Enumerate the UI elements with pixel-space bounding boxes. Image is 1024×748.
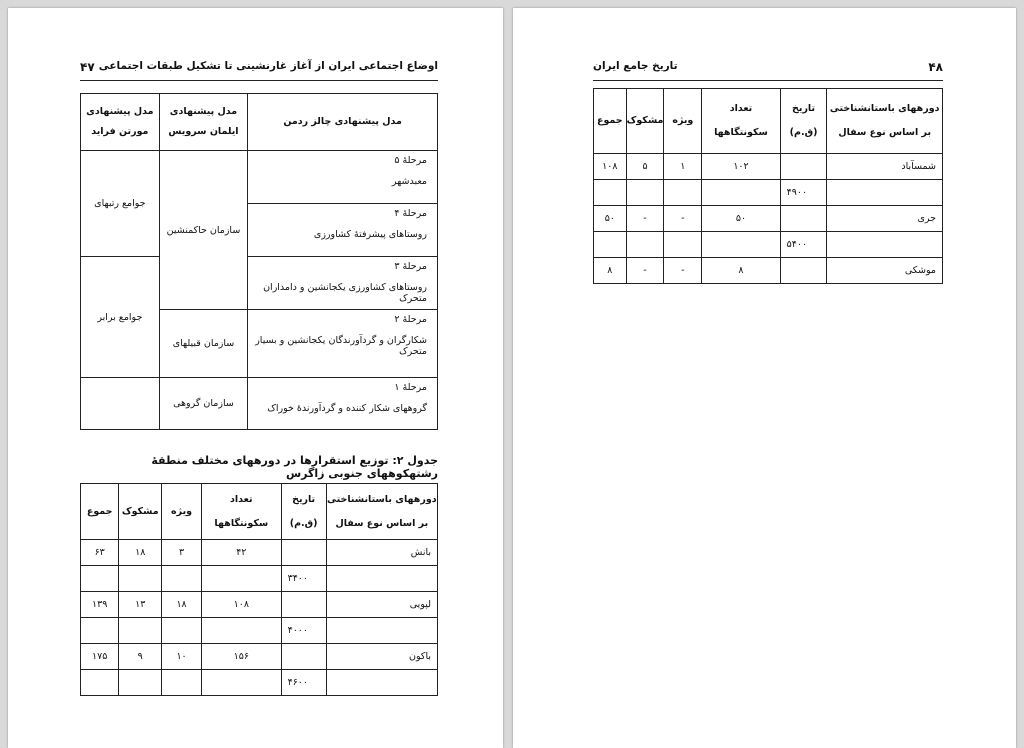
cell-special (162, 566, 202, 592)
col-header-doubtful: مشکوک (626, 89, 664, 154)
stage-5-cell (248, 151, 438, 204)
cell-count: ۱۰۸ (202, 592, 282, 618)
cell-period (827, 180, 943, 206)
cell-date (780, 154, 827, 180)
cell-date: ۴۶۰۰ (281, 670, 326, 696)
cell-special (664, 180, 702, 206)
cell-date (780, 206, 827, 232)
col-header-fried: مدل پیشنهادی مورتن فراید (81, 94, 160, 151)
col-header-special: ویژه (664, 89, 702, 154)
cell-count: ۴۲ (202, 540, 282, 566)
right-page-header (593, 58, 943, 81)
cell-special: ۱ (664, 154, 702, 180)
cell-total: ۵۰ (594, 206, 627, 232)
header-line: (ق.م) (789, 127, 818, 138)
cell-doubtful (119, 566, 162, 592)
cell-date: ۴۰۰۰ (281, 618, 326, 644)
right-page-number: ۴۸ (928, 60, 943, 74)
cell-period: شمسآباد (827, 154, 943, 180)
col-header-service: مدل پیشنهادی ایلمان سرویس (159, 94, 248, 151)
cell-date (281, 644, 326, 670)
cell-date (780, 258, 827, 284)
left-page (8, 8, 503, 748)
service-cell-chiefdom: سازمان حاکمنشین (159, 151, 248, 310)
cell-total: ۶۳ (81, 540, 119, 566)
fried-cell-ranked: جوامع رتبهای (81, 151, 160, 257)
cell-count (202, 670, 282, 696)
table-row (81, 540, 438, 566)
cell-special: - (664, 206, 702, 232)
cell-total (594, 232, 627, 258)
header-line: سکونتگاهها (214, 517, 269, 529)
table-caption: جدول ۲: توزیع استقرارها در دورههای مختلف منطقهٔ رشتهکوههای جنوبی زاگرس (151, 454, 438, 480)
cell-total (81, 566, 119, 592)
table-row (594, 154, 943, 180)
cell-period: بانش (326, 540, 437, 566)
header-line: تاریخ (792, 103, 816, 114)
cell-doubtful (626, 232, 664, 258)
cell-doubtful (626, 180, 664, 206)
right-table-body (594, 154, 943, 284)
cell-period (326, 566, 437, 592)
header-line: بر اساس نوع سفال (838, 127, 932, 138)
table-row (81, 618, 438, 644)
table-row (81, 670, 438, 696)
col-header-total: جموع (594, 89, 627, 154)
cell-count: ۱۰۲ (702, 154, 780, 180)
settlements-table-continued (593, 88, 943, 284)
cell-period: باکون (326, 644, 437, 670)
col-header-count (202, 484, 282, 540)
cell-special (664, 232, 702, 258)
table-row (594, 232, 943, 258)
cell-special: - (664, 258, 702, 284)
cell-date: ۴۹۰۰ (780, 180, 827, 206)
cell-special (162, 670, 202, 696)
stage-2-cell (248, 310, 438, 378)
cell-doubtful: ۱۳ (119, 592, 162, 618)
cell-period: لپویی (326, 592, 437, 618)
col-header-special: ویژه (162, 484, 202, 540)
col-header-count (702, 89, 780, 154)
right-header-title: تاریخ جامع ایران (593, 60, 678, 72)
cell-period: جری (827, 206, 943, 232)
cell-date: ۳۴۰۰ (281, 566, 326, 592)
cell-count (202, 618, 282, 644)
col-header-doubtful: مشکوک (119, 484, 162, 540)
social-models-table (80, 93, 438, 430)
left-page-header (80, 58, 438, 81)
stage-3-cell (248, 257, 438, 310)
stage-4-cell (248, 204, 438, 257)
table-row (594, 206, 943, 232)
cell-doubtful: ۱۸ (119, 540, 162, 566)
cell-count (702, 180, 780, 206)
header-line: بر اساس نوع سفال (335, 517, 429, 529)
cell-doubtful (119, 618, 162, 644)
table-row (81, 592, 438, 618)
left-page-number: ۴۷ (80, 60, 95, 74)
stage-label: مرحلهٔ ۳ (394, 261, 427, 272)
cell-total (81, 670, 119, 696)
fried-cell-empty (81, 378, 160, 430)
cell-period: موشکی (827, 258, 943, 284)
cell-period (827, 232, 943, 258)
stage-label: مرحلهٔ ۱ (394, 382, 427, 393)
col-header-date (780, 89, 827, 154)
cell-total (594, 180, 627, 206)
cell-doubtful: ۹ (119, 644, 162, 670)
cell-doubtful: - (626, 258, 664, 284)
col-header-date (281, 484, 326, 540)
service-cell-tribe: سازمان قبیلهای (159, 310, 248, 378)
cell-doubtful: - (626, 206, 664, 232)
cell-doubtful: ۵ (626, 154, 664, 180)
cell-period (326, 670, 437, 696)
cell-date: ۵۴۰۰ (780, 232, 827, 258)
stage-label: مرحلهٔ ۴ (394, 208, 427, 219)
cell-total: ۱۳۹ (81, 592, 119, 618)
stage-1-cell (248, 378, 438, 430)
cell-count (202, 566, 282, 592)
stage-description: گروههای شکار کننده و گردآورندهٔ خوراک (267, 403, 427, 414)
stage-label: مرحلهٔ ۵ (394, 155, 427, 166)
cell-total: ۸ (594, 258, 627, 284)
col-header-period (827, 89, 943, 154)
header-line: دورههای باستانشناختی (327, 493, 437, 505)
col-header-period (326, 484, 437, 540)
header-line: تعداد (230, 493, 253, 505)
cell-total (81, 618, 119, 644)
stage-description: روستاهای پیشرفتهٔ کشاورزی (313, 229, 427, 240)
left-header-title: اوضاع اجتماعی ایران از آغاز غارنشینی تا تشکیل طبقات اجتماعی (98, 60, 438, 72)
cell-special: ۳ (162, 540, 202, 566)
header-line: تعداد (729, 103, 753, 114)
cell-doubtful (119, 670, 162, 696)
table-row (81, 566, 438, 592)
fried-cell-egalitarian: جوامع برابر (81, 257, 160, 378)
col-header-redman: مدل پیشنهادی چالز ردمن (248, 94, 438, 151)
stage-description: شکارگران و گردآورندگان یکجانشین و بسیار متحرک (255, 335, 427, 357)
table-row (594, 258, 943, 284)
stage-description: معبدشهر (391, 176, 427, 187)
service-cell-band: سازمان گروهی (159, 378, 248, 430)
cell-count: ۱۵۶ (202, 644, 282, 670)
cell-count: ۸ (702, 258, 780, 284)
table-row (594, 180, 943, 206)
header-line: سکونتگاهها (714, 127, 768, 138)
cell-count (702, 232, 780, 258)
cell-date (281, 540, 326, 566)
header-line: دورههای باستانشناختی (829, 103, 940, 114)
table-row (81, 644, 438, 670)
zagros-settlements-table (80, 483, 438, 696)
cell-count: ۵۰ (702, 206, 780, 232)
cell-period (326, 618, 437, 644)
cell-date (281, 592, 326, 618)
cell-special: ۱۸ (162, 592, 202, 618)
cell-special (162, 618, 202, 644)
col-header-total: جموع (81, 484, 119, 540)
stage-label: مرحلهٔ ۲ (394, 314, 427, 325)
cell-total: ۱۷۵ (81, 644, 119, 670)
right-page (513, 8, 1016, 748)
cell-special: ۱۰ (162, 644, 202, 670)
cell-total: ۱۰۸ (594, 154, 627, 180)
header-line: (ق.م) (289, 517, 318, 529)
header-line: تاریخ (292, 493, 316, 505)
zagros-table-body (81, 540, 438, 696)
stage-description: روستاهای کشاورزی یکجانشین و دامداران متحرک (263, 282, 427, 304)
